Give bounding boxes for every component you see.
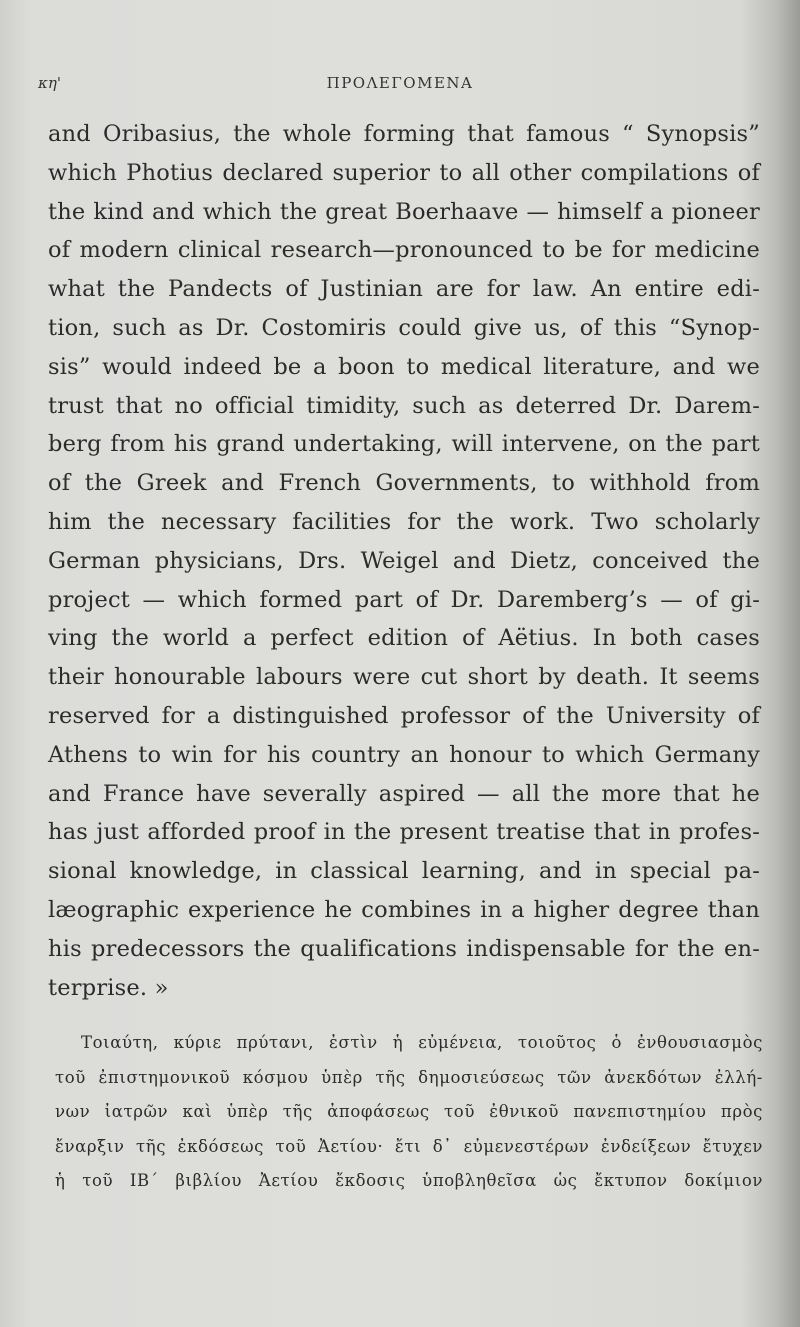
text-line: their honourable labours were cut short by death. It seems — [48, 664, 760, 691]
text-line: of modern clinical research—pronounced to be for medicine — [48, 237, 760, 264]
greek-paragraph — [55, 1026, 763, 1199]
text-line: of the Greek and French Governments, to withhold from — [48, 470, 760, 497]
text-line: project — which formed part of Dr. Daremberg’s — of gi- — [48, 586, 760, 613]
greek-text-line: ἡ τοῦ ΙΒ΄ βιβλίου Ἀετίου ἔκδοσις ὑποβληθεῖσα ὡς ἔκτυπον δοκίμιον — [55, 1171, 763, 1190]
english-quotation-block — [48, 115, 760, 1007]
text-line: reserved for a distinguished professor of the University of — [48, 702, 760, 729]
text-line: has just afforded proof in the present treatise that in profes- — [48, 819, 760, 846]
text-line: his predecessors the qualifications indispensable for the en- — [48, 935, 760, 962]
text-line: berg from his grand undertaking, will intervene, on the part — [48, 431, 760, 458]
text-line: and France have severally aspired — all the more that he — [48, 780, 760, 807]
text-line: tion, such as Dr. Costomiris could give us, of this “Synop- — [48, 314, 760, 341]
text-line: trust that no official timidity, such as deterred Dr. Darem- — [48, 392, 760, 419]
running-title: ΠΡΟΛΕΓΟΜΕΝΑ — [326, 74, 474, 92]
text-line: him the necessary facilities for the work. Two scholarly — [48, 508, 760, 535]
greek-text-line: τοῦ ἐπιστημονικοῦ κόσμου ὑπὲρ τῆς δημοσιεύσεως τῶν ἀνεκδότων ἐλλή- — [55, 1067, 763, 1087]
text-line: German physicians, Drs. Weigel and Dietz, conceived the — [48, 547, 760, 574]
text-line: the kind and which the great Boerhaave — himself a pioneer — [48, 198, 760, 225]
text-line: what the Pandects of Justinian are for law. An entire edi- — [48, 276, 760, 303]
text-line: terprise. » — [48, 974, 169, 1001]
text-line: Athens to win for his country an honour to which Germany — [48, 741, 760, 768]
greek-text-line: νων ἰατρῶν καὶ ὑπὲρ τῆς ἀποφάσεως τοῦ ἐθνικοῦ πανεπιστημίου πρὸς — [55, 1102, 763, 1121]
text-line: ving the world a perfect edition of Aëtius. In both cases — [48, 625, 760, 652]
greek-text-line: ἔναρξιν τῆς ἐκδόσεως τοῦ Ἀετίου· ἔτι δ᾽ εὐμενεστέρων ἐνδείξεων ἔτυχεν — [55, 1136, 763, 1156]
page-number: κη' — [38, 74, 61, 92]
text-line: sional knowledge, in classical learning, and in special pa- — [48, 858, 760, 885]
text-line: sis” would indeed be a boon to medical literature, and we — [48, 353, 760, 380]
greek-text-line: Τοιαύτη, κύριε πρύτανι, ἐστὶν ἡ εὐμένεια, τοιοῦτος ὁ ἐνθουσιασμὸς — [81, 1033, 763, 1052]
running-header — [0, 74, 800, 98]
text-line: læographic experience he combines in a higher degree than — [48, 896, 760, 923]
text-line: which Photius declared superior to all other compilations of — [48, 159, 760, 186]
text-line: and Oribasius, the whole forming that famous “ Synopsis” — [48, 121, 760, 147]
